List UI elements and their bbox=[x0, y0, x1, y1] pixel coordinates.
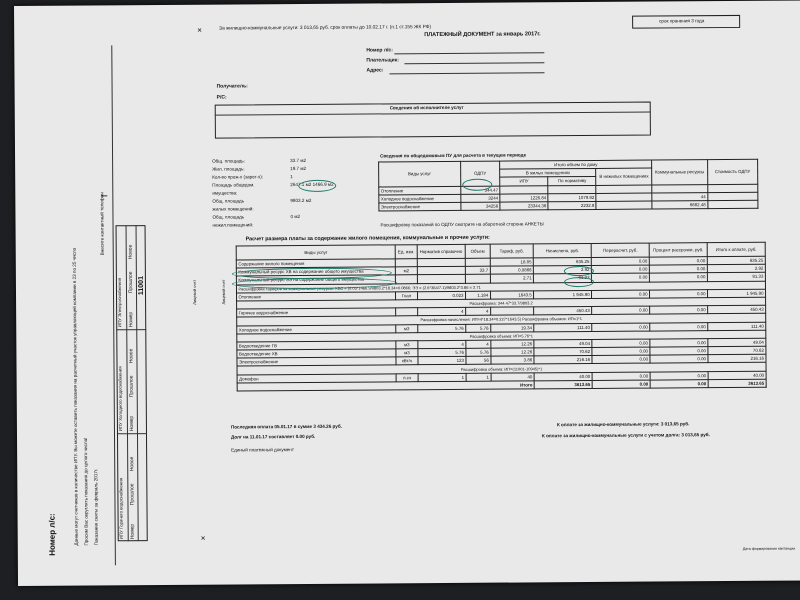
info-label: жилых помещений: bbox=[212, 206, 254, 212]
table-row: Коммунальный ресурс ЭЭ на содержание общего имущества 2.71 91.33 0.00 0.00 91.33 bbox=[236, 273, 765, 285]
col-hot-water-meter: ИПУ Горячего водоснабжения bbox=[118, 477, 124, 540]
cross-mark-top: × bbox=[197, 25, 202, 35]
table-row: Водоотведение ГВ м3 4 4 12.26 49.04 0.00 0.00 49.04 bbox=[237, 338, 766, 350]
info-label: Общ. площадь bbox=[212, 214, 245, 220]
col-cold-water-meter: ИПУ Холодного водоснабжения bbox=[117, 366, 123, 432]
table-row: Домофон л.сч 1 1 40 40.00 0.00 0.00 40.00 bbox=[237, 371, 766, 383]
annotation-oval-area bbox=[298, 180, 336, 192]
formula-tariffs: Расшифровка тарифов на коммунальные ресурсы: ХВС = (0.03*1466.9/9803.2*18.34=0.0866; ЭЭ = (2.6*364/7.1)/9803.2*3.86 = 2.71 bbox=[236, 281, 765, 293]
cold-number-label: Номер bbox=[128, 415, 135, 432]
address-label: Адрес: bbox=[366, 67, 384, 74]
info-label: нежил.помещений: bbox=[212, 222, 254, 228]
total-row: Итого 3613.65 0.00 0.00 3613.65 bbox=[237, 379, 766, 391]
table-row: Электроснабжение кВт/ч 123 56 3.86 216.16 0.00 0.00 216.16 bbox=[237, 355, 766, 367]
info-value: 2647.1 м2 1466.9 м2 bbox=[290, 181, 334, 188]
odpu-col-ipu: ИПУ bbox=[500, 177, 548, 186]
odpu-col-norm: По нормативу bbox=[548, 177, 596, 186]
single-doc-label: Единый платежный документ bbox=[231, 447, 294, 453]
elec-new-label: Новое bbox=[127, 244, 134, 260]
info-value: 33.7 м2 bbox=[290, 157, 307, 164]
recipient-label: Получатель: bbox=[216, 83, 248, 90]
info-label: Жил. площадь: bbox=[212, 166, 245, 172]
col-electricity-meter: ИПУ Электроснабжения bbox=[116, 277, 123, 328]
info-label: Кол-во прож-х (зарег-х): bbox=[212, 174, 264, 180]
provider-header: Сведения об исполнителе услуг bbox=[389, 104, 464, 111]
rs-label: Р/С: bbox=[216, 94, 227, 101]
table-row: Электроснабжение 34256 23344.36 2232.8 6682.48 bbox=[379, 200, 758, 211]
odpu-title: Сведения по общедомовым ПУ для расчета в текущем периоде bbox=[380, 152, 527, 159]
hot-new-label: Новое bbox=[129, 456, 136, 472]
payer-label: Плательщик: bbox=[366, 57, 399, 64]
calc-side-label: Лицевой счет bbox=[220, 279, 227, 305]
odpu-col-odpu: ОДПУ bbox=[460, 161, 500, 186]
info-label: имущества: bbox=[212, 190, 238, 196]
elec-number-label: Номер bbox=[128, 311, 135, 328]
formula-electricity: Расшифровка объема: ИП=(11001-10945)*1 bbox=[237, 363, 766, 375]
odpu-col-cost: Стоимость ОДПУ bbox=[707, 159, 757, 184]
to-pay-with-debt: К оплате за жилищно-коммунальные услуги с учетом долга: 3 013,65 руб. bbox=[541, 432, 710, 439]
storage-note: срок хранения 3 года bbox=[659, 18, 705, 24]
to-pay-period: К оплате за жилищно-коммунальные услуги: 3 013,65 руб. bbox=[556, 421, 690, 428]
odpu-note: Расшифровку показаний по ОДПУ смотрите на оборотной стороне АНКЕТЫ bbox=[380, 221, 544, 228]
elec-prev-value: 11001 bbox=[137, 275, 146, 296]
cold-new-label: Новое bbox=[128, 348, 135, 364]
table-row: Холодное водоснабжение 3244 1226.84 1079.92 44 bbox=[379, 192, 758, 203]
page-title: ПЛАТЕЖНЫЙ ДОКУМЕНТ за январь 2017г. bbox=[424, 31, 541, 39]
tearoff-title: Номер л/с: bbox=[47, 513, 57, 556]
table-row: Содержание жилого помещения 18.85 635.25 0.00 0.00 635.25 bbox=[236, 256, 765, 268]
account-label: Номер л/с: bbox=[366, 47, 393, 54]
table-row: Отопление Гкал 0.023 1.184 1643.5 1 945.90 0.00 0.00 1 945.90 bbox=[237, 289, 766, 301]
formula-cold-water: Расшифровка объема: ИП=5.76*1 bbox=[237, 330, 766, 342]
cold-prev-label: Прошлое bbox=[128, 375, 135, 398]
last-payment: Последняя оплата 05.01.17 в сумме 3 434.26 руб. bbox=[230, 423, 342, 430]
formula-hot-water: Расшифровка начисления: ИП=4*18.34=0.227*1643.5) Расшифровка объемов: ИП=1*1 bbox=[237, 314, 766, 326]
tearoff-note-2: Просим Вас округлять показания до целого числа! bbox=[83, 437, 89, 546]
odpu-col-service: Виды услуг bbox=[379, 161, 461, 186]
info-label: Площадь общедом. bbox=[212, 182, 255, 188]
table-row: Коммунальный ресурс ХВ на содержание общего имущества м2 33.7 0.0866 2.92 0.00 0.00 2.92 bbox=[236, 264, 765, 276]
info-value: 1 bbox=[290, 174, 293, 180]
tearoff-note-3: Показания сняты за февраль 2017г. bbox=[93, 468, 99, 546]
calc-table: Виды услуг Ед. изм. Норматив справочно Объем Тариф, руб. Начислено, руб. Перерасчет, руб. Процент рассрочки, руб. Итого к оплате, руб. Содержание жилого помещения 18.85 635.25 0.00 0.00 635.25 Коммунальный ресурс ХВ на содержание общего имущества м2 33.7 0.0866 2.92 0.00 0.00 2.92 Коммунальный ресурс ЭЭ на содержание общего имущества 2.71 91.33 0.00 0.00 91.33 Расшифровка тарифов на коммунальные ресурсы: ХВС = (0.03*1466.9/9803.2*18.34=0.0866; ЭЭ = (2.6*364/7.1)/9803.2*3.86 = 2.71 Отопление Гкал 0.023 1.184 1643.5 1 945.90 0.00 0.00 1 945.90 Расшифровка: 344.47*33.7/9803.2 Горячее водоснабжение 4 4 450.43 0.00 0.00 450.43 Расшифровка начисления: ИП=4*18.34=0.227*1643.5) Расшифровка объемов: ИП=1*1 Холодное водоснабжение м3 5.76 5.76 19.34 111.40 0.00 0.00 111.40 Расшифровка объема: ИП=5.76*1 Водоотведение ГВ м3 4 4 12.26 49.04 0.00 0.00 49.04 Водоотведение ХВ м3 5.76 5.76 12.26 70.62 0.00 0.00 70.62 Электроснабжение кВт/ч 123 56 3.86 216.16 0.00 0.00 216.16 Расшифровка объема: ИП=(11001-10945)*1 Домофон л.сч 1 1 40 40.00 0.00 0.00 40.00 Итого 3613.65 0.00 0.00 3613.65 bbox=[236, 242, 767, 392]
info-value: 0 м2 bbox=[290, 214, 301, 220]
debt: Долг на 11.01.17 составляет 0.00 руб. bbox=[230, 433, 316, 440]
odpu-col-nonliving: В нежилых помещениях bbox=[596, 168, 652, 185]
table-row: Водоотведение ХВ м3 5.76 5.76 12.26 70.62 0.00 0.00 70.62 bbox=[237, 346, 766, 358]
odpu-col-living: В жилых помещениях bbox=[500, 169, 596, 178]
hot-prev-label: Прошлое bbox=[129, 483, 136, 506]
info-value: 19.7 м2 bbox=[290, 165, 307, 172]
date-formed: Дата формирования квитанции bbox=[742, 546, 796, 551]
table-row: Холодное водоснабжение м3 5.76 5.76 19.34 111.40 0.00 0.00 111.40 bbox=[237, 322, 766, 334]
tearoff-note-1: Данные могут счетчиков в количестве ИПУ. Вы можете оставить показания на расчетный участок управляющей компании в 23 по 25 число bbox=[71, 247, 79, 546]
elec-prev-label: Прошлое bbox=[127, 271, 135, 294]
odpu-col-total: Итого объем по дому bbox=[500, 160, 652, 169]
tearoff-contact: Внесите контактный телефон bbox=[99, 192, 105, 256]
calc-title: Расчет размера платы за содержание жилого помещения, коммунальные и прочие услуги: bbox=[245, 234, 490, 243]
payment-document-page bbox=[14, 0, 800, 586]
cross-mark-bottom: × bbox=[200, 533, 206, 543]
table-row: Отопление 344.47 bbox=[379, 184, 758, 195]
info-label: Общ. площадь: bbox=[212, 158, 246, 164]
section-label: Лицевой счет bbox=[191, 279, 198, 305]
hot-number-label: Номер bbox=[129, 523, 136, 540]
odpu-table bbox=[378, 159, 758, 212]
table-row: Горячее водоснабжение 4 4 450.43 0.00 0.00 450.43 bbox=[237, 305, 766, 317]
formula-heating: Расшифровка: 344.47*33.7/9803.2 bbox=[237, 297, 766, 309]
header-top-line: За жилищно-коммунальные услуги: 3 013,65 руб. срок оплаты до 10.02.17 г. (п.1 ст.155 ЖК РФ) bbox=[219, 25, 432, 32]
info-value: 9803.2 м2 bbox=[290, 197, 312, 204]
odpu-col-common: Коммунальные ресурсы bbox=[652, 160, 708, 185]
info-label: Общ. площадь bbox=[212, 198, 245, 204]
